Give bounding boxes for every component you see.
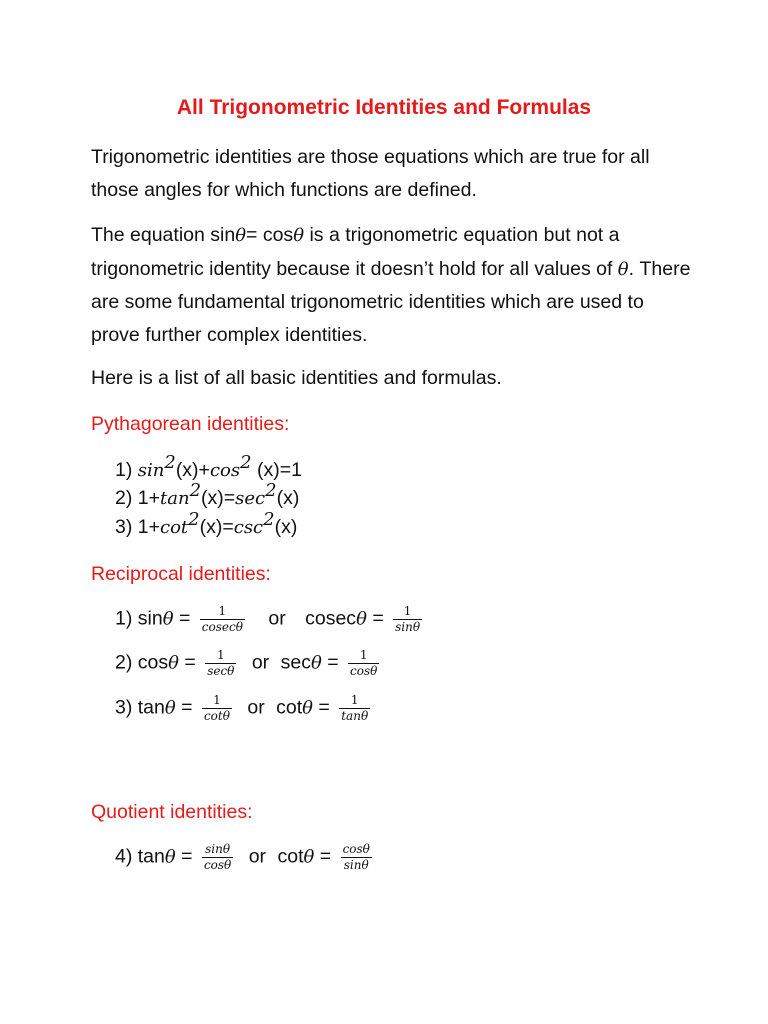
denominator: cosθ — [203, 858, 232, 872]
denominator: cosecθ — [201, 620, 243, 634]
pythagorean-identity-1 — [115, 452, 302, 482]
theta-symbol: θ — [162, 608, 174, 630]
fraction — [393, 604, 422, 635]
argument: (x)+ — [175, 459, 210, 481]
numerator: 1 — [348, 648, 379, 664]
numerator: 1 — [200, 604, 245, 620]
function-name: sin — [137, 460, 165, 481]
pythagorean-identity-2 — [115, 480, 300, 510]
identity-label: 2) cos — [115, 651, 169, 674]
equals: = — [314, 845, 332, 868]
or-word: or — [268, 607, 286, 630]
equals: = — [175, 696, 193, 719]
identity-number: 3) 1+ — [115, 516, 160, 538]
fraction — [202, 693, 232, 724]
p2-text-end: . There are some fundamental trigonometric identities which are used to prove further complex identities. — [91, 257, 691, 346]
theta-symbol: θ — [356, 608, 367, 630]
equals: = — [173, 607, 191, 630]
numerator: 1 — [205, 648, 236, 664]
p2-text-mid: is a trigonometric equation but not a trigonometric identity because it doesn’t hold for all values of — [91, 224, 620, 280]
equals: = — [178, 651, 196, 674]
identity-label: sec — [280, 651, 311, 674]
exponent: 2 — [240, 452, 252, 473]
reciprocal-identity-2 — [115, 648, 383, 679]
theta-symbol: θ — [617, 258, 629, 280]
denominator: sinθ — [343, 858, 369, 872]
numerator: 1 — [393, 604, 422, 620]
numerator: 1 — [339, 693, 370, 709]
quotient-heading: Quotient identities: — [91, 801, 253, 823]
argument: (x)= — [199, 516, 234, 538]
theta-symbol: θ — [303, 846, 315, 868]
identity-number: 1) — [115, 459, 138, 481]
identity-label: 1) sin — [115, 607, 163, 630]
denominator: tanθ — [341, 709, 369, 723]
theta-symbol: θ — [235, 225, 247, 246]
theta-symbol: θ — [168, 652, 179, 674]
equals: = — [313, 696, 330, 719]
denominator: sinθ — [395, 620, 421, 634]
fraction — [205, 648, 236, 679]
p2-text-start: The equation sin — [91, 224, 236, 246]
reciprocal-heading: Reciprocal identities: — [91, 563, 271, 585]
fraction — [348, 648, 379, 679]
denominator: cosθ — [350, 664, 378, 678]
exponent: 2 — [265, 480, 277, 501]
theta-symbol: θ — [164, 697, 176, 719]
function-name: cot — [160, 517, 189, 538]
identity-label: 3) tan — [115, 696, 165, 719]
quotient-identity — [115, 842, 376, 873]
numerator: 1 — [202, 693, 232, 709]
fraction — [202, 842, 233, 873]
exponent: 2 — [188, 509, 200, 530]
theta-symbol: θ — [293, 225, 305, 246]
or-word: or — [251, 651, 270, 674]
intro-paragraph-2 — [91, 219, 691, 351]
theta-symbol: θ — [164, 846, 176, 868]
fraction — [341, 842, 372, 873]
pythagorean-identity-3 — [115, 509, 298, 539]
function-name: csc — [233, 517, 264, 538]
theta-symbol: θ — [302, 697, 313, 719]
p2-text-eq: = cos — [246, 224, 294, 246]
fraction — [339, 693, 370, 724]
equals: = — [321, 651, 339, 674]
function-name: cos — [209, 460, 241, 481]
reciprocal-identity-1 — [115, 604, 426, 635]
page-title: All Trigonometric Identities and Formulas — [176, 96, 592, 119]
identity-label: cot — [276, 696, 303, 719]
intro-paragraph-1: Trigonometric identities are those equations which are true for all those angles for which functions are defined. — [91, 146, 650, 201]
theta-symbol: θ — [310, 652, 322, 674]
equals: = — [366, 607, 384, 630]
exponent: 2 — [164, 452, 176, 473]
reciprocal-identity-3 — [115, 693, 374, 724]
pythagorean-heading: Pythagorean identities: — [91, 413, 290, 435]
function-name: sec — [235, 488, 266, 509]
argument: (x) — [274, 516, 298, 538]
or-word: or — [248, 845, 267, 868]
argument: (x) — [276, 487, 300, 509]
fraction — [200, 604, 245, 635]
denominator: cotθ — [203, 709, 230, 723]
identity-label: cosec — [305, 607, 357, 630]
exponent: 2 — [263, 509, 275, 530]
intro-paragraph-3: Here is a list of all basic identities and formulas. — [91, 367, 502, 389]
argument: (x)= — [201, 487, 236, 509]
numerator: sinθ — [202, 842, 233, 858]
function-name: tan — [160, 488, 190, 509]
argument: (x)=1 — [251, 459, 302, 481]
exponent: 2 — [189, 480, 202, 501]
denominator: secθ — [207, 664, 235, 678]
equals: = — [175, 845, 193, 868]
identity-label: cot — [277, 845, 304, 868]
identity-number: 2) 1+ — [115, 487, 160, 509]
or-word: or — [247, 696, 265, 719]
numerator: cosθ — [342, 842, 370, 856]
identity-label: 4) tan — [115, 845, 165, 868]
